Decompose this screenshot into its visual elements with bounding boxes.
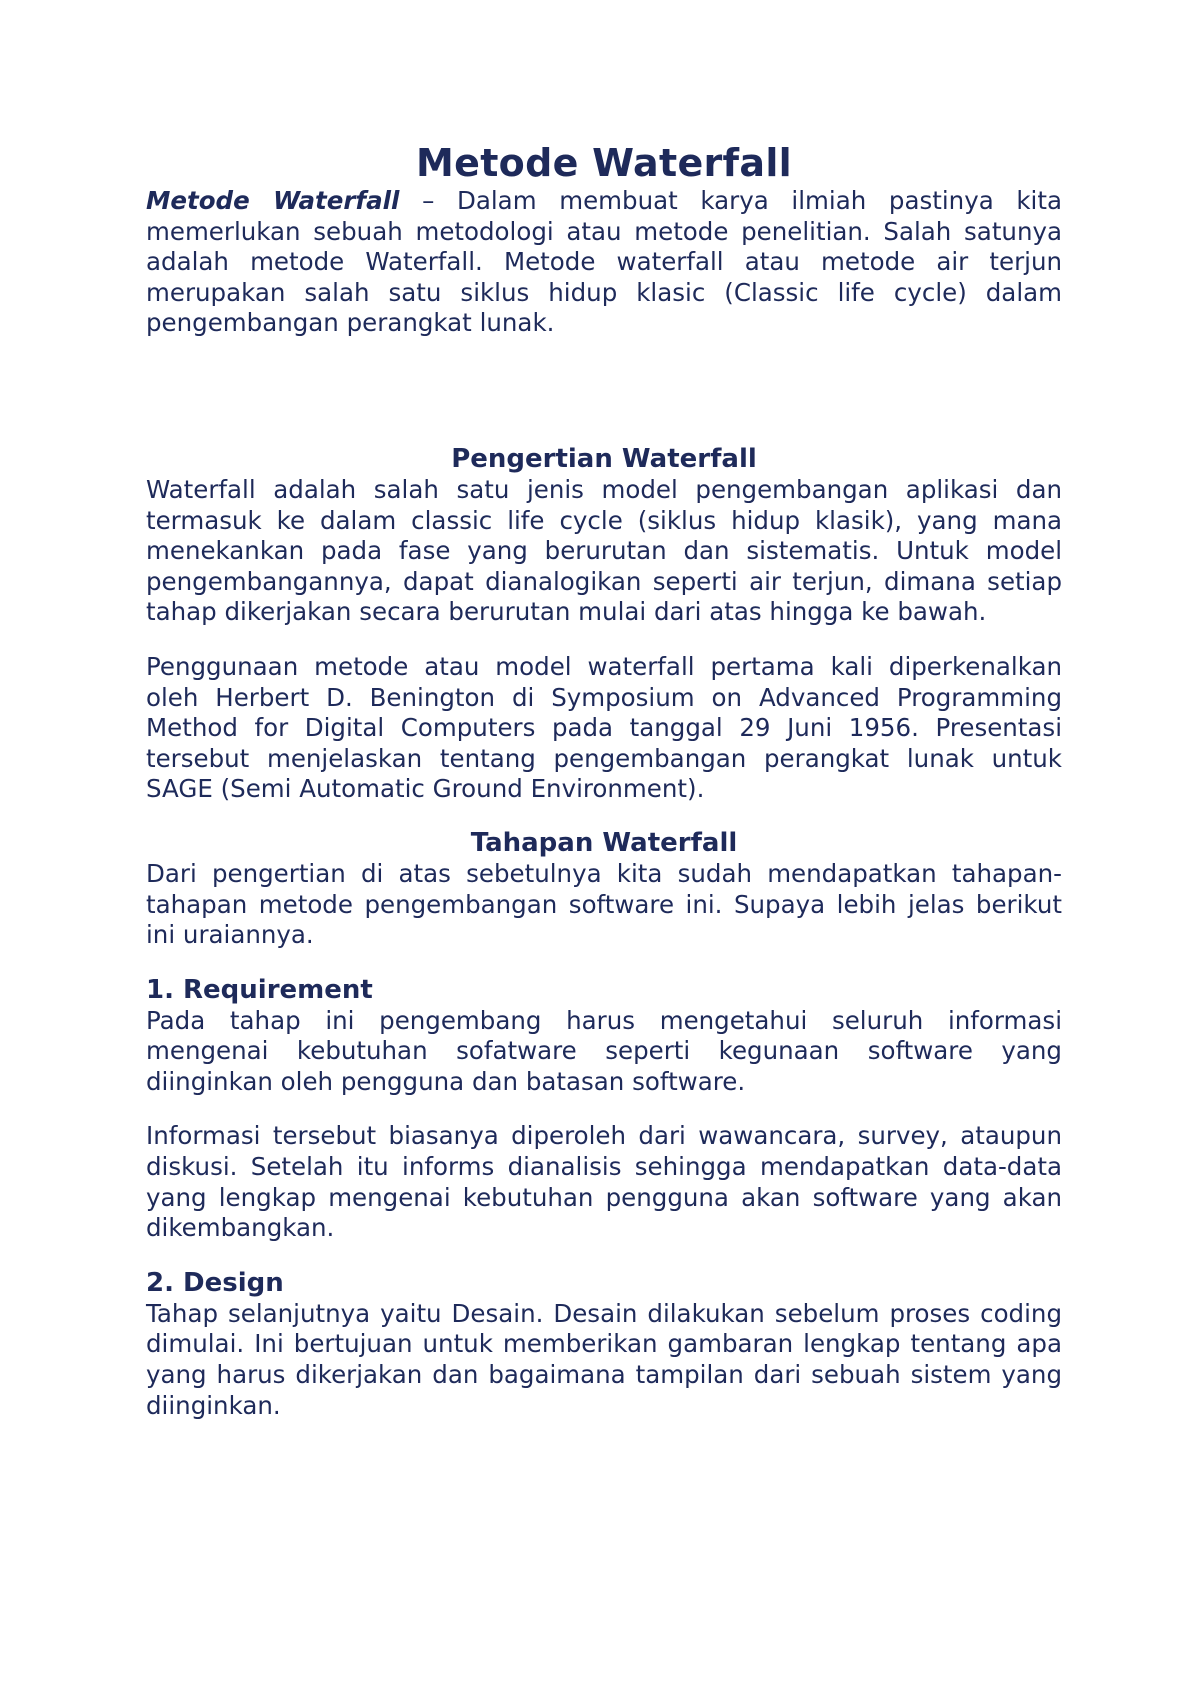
intro-lead-term: Metode Waterfall (146, 186, 400, 215)
section-heading-tahapan: Tahapan Waterfall (470, 827, 738, 858)
section-heading-pengertian: Pengertian Waterfall (451, 443, 757, 474)
document-title: Metode Waterfall (416, 141, 792, 185)
requirement-paragraph-1: Pada tahap ini pengembang harus mengetahui seluruh informasi mengenai kebutuhan sofatware seperti kegunaan software yang diinginkan oleh pengguna dan batasan software. (146, 1005, 1062, 1096)
pengertian-paragraph-2: Penggunaan metode atau model waterfall pertama kali diperkenalkan oleh Herbert D. Benington di Symposium on Advanced Programming Method for Digital Computers pada tanggal 29 Juni 1956. Presentasi tersebut menjelaskan tentang pengembangan perangkat lunak untuk SAGE (Semi Automatic Ground Environment). (146, 651, 1062, 804)
tahapan-paragraph-1: Dari pengertian di atas sebetulnya kita sudah mendapatkan tahapan-tahapan metode pengembangan software ini. Supaya lebih jelas berikut ini uraiannya. (146, 858, 1062, 950)
requirement-paragraph-2: Informasi tersebut biasanya diperoleh dari wawancara, survey, ataupun diskusi. Setelah itu informs dianalisis sehingga mendapatkan data-data yang lengkap mengenai kebutuhan pengguna akan software yang akan dikembangkan. (146, 1121, 1062, 1243)
step-heading-design: 2. Design (146, 1267, 284, 1298)
design-paragraph-1: Tahap selanjutnya yaitu Desain. Desain dilakukan sebelum proses coding dimulai. Ini bertujuan untuk memberikan gambaran lengkap tentang apa yang harus dikerjakan dan bagaimana tampilan dari sebuah sistem yang diinginkan. (146, 1298, 1062, 1420)
step-heading-requirement: 1. Requirement (146, 974, 373, 1005)
document-page (146, 140, 1062, 1421)
intro-paragraph (146, 186, 1062, 339)
pengertian-paragraph-1: Waterfall adalah salah satu jenis model pengembangan aplikasi dan termasuk ke dalam classic life cycle (siklus hidup klasik), yang mana menekankan pada fase yang berurutan dan sistematis. Untuk model pengembangannya, dapat dianalogikan seperti air terjun, dimana setiap tahap dikerjakan secara berurutan mulai dari atas hingga ke bawah. (146, 474, 1062, 627)
intro-text: – Dalam membuat karya ilmiah pastinya kita memerlukan sebuah metodologi atau metode penelitian. Salah satunya adalah metode Waterfall. Metode waterfall atau metode air terjun merupakan salah satu siklus hidup klasic (Classic life cycle) dalam pengembangan perangkat lunak. (146, 186, 1062, 338)
